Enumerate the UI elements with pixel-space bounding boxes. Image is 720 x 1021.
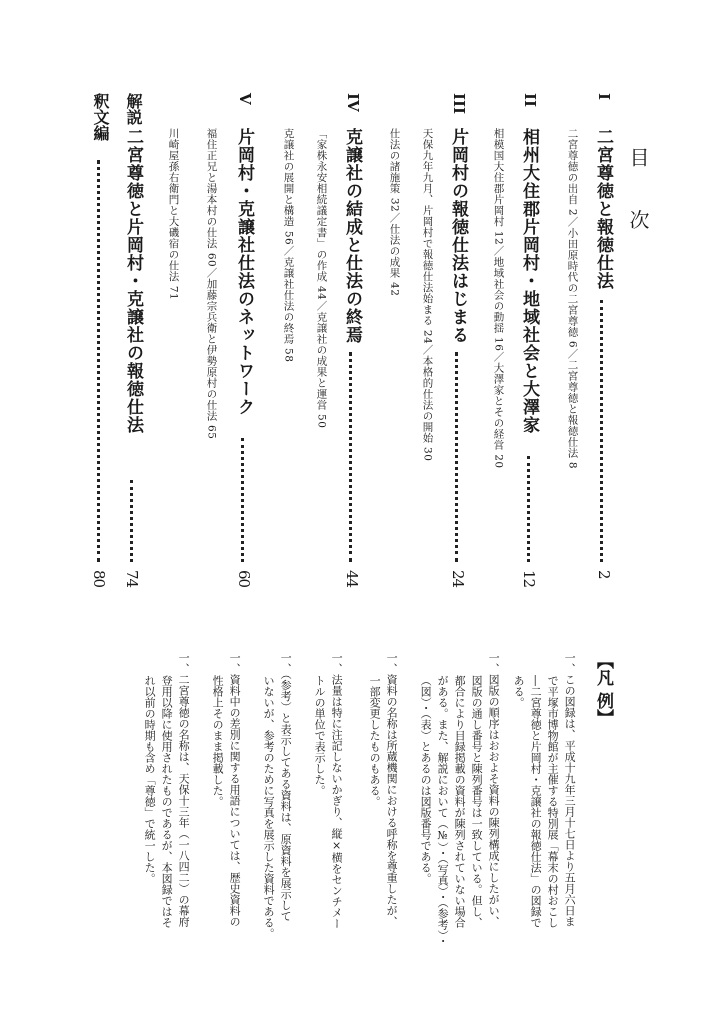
note-line: れ以前の時期も含め「尊徳」で統一した。 xyxy=(143,675,157,884)
dot-leader xyxy=(241,438,247,562)
note-line: 一、法量は特に注記しないかぎり、縦×横をセンチメー xyxy=(330,652,344,929)
dot-leader xyxy=(455,352,461,562)
chapter-page: 74 xyxy=(123,570,141,588)
note-line: 一、（参考）と表示してある資料は、原資料を展示して xyxy=(279,652,293,922)
note-line: 一、図版の順序はおおよそ資料の陳列構成にしたがい、 xyxy=(487,652,501,927)
note-line: 登用以降に使用されたものであるが、本図録ではそ xyxy=(160,675,174,928)
note-line: 一、資料の名称は所蔵機関における呼称を尊重したが、 xyxy=(385,652,399,927)
chapter-number: 釈文編 xyxy=(91,93,110,141)
chapter-subsections: 川崎屋孫右衛門と大磯宿の仕法 71 xyxy=(167,128,180,301)
chapter-title: 二宮尊徳と報徳仕法 xyxy=(593,128,613,290)
chapter-title: 二宮尊徳と片岡村・克譲社の報徳仕法 xyxy=(123,128,143,434)
note-line: 一、資料中の差別に関する用語については、歴史資料の xyxy=(228,652,242,927)
note-line: がある。また、解説において（№）・（写真）・（参考）・ xyxy=(436,675,450,947)
chapter-title: 片岡村の報徳仕法はじまる xyxy=(448,128,468,344)
chapter-page: 24 xyxy=(449,570,467,588)
note-line: で平塚市博物館が主催する特別展「幕末の村おこし xyxy=(546,675,560,928)
note-line: トルの単位で表示した。 xyxy=(313,675,327,796)
notes-heading: 【凡 例】 xyxy=(593,652,613,726)
chapter-title: 相州大住郡片岡村・地域社会と大澤家 xyxy=(519,128,539,434)
note-line: 都合により目録掲載の資料が陳列されていない場合 xyxy=(453,675,467,928)
note-line: 性格上そのまま掲載した。 xyxy=(211,675,225,807)
chapter-number: II xyxy=(521,93,539,108)
chapter-page: 12 xyxy=(520,570,538,588)
chapter-page: 2 xyxy=(595,570,613,579)
chapter-subsections: 福住正兄と湯本村の仕法 60／加藤宗兵衛と伊勢原村の仕法 65 xyxy=(205,128,218,440)
chapter-subsections: 天保九年九月、片岡村で報徳仕法始まる 24／本格的仕法の開始 30 xyxy=(421,128,434,462)
note-line: ―二宮尊徳と片岡村・克譲社の報徳仕法」の図録で xyxy=(529,675,543,928)
chapter-number: V xyxy=(236,93,254,105)
dot-leader xyxy=(349,352,355,562)
note-line: ある。 xyxy=(512,675,526,708)
note-line: 一、この図録は、平成十九年三月十七日より五月六日ま xyxy=(563,652,577,927)
dot-leader xyxy=(97,160,103,562)
chapter-page: 44 xyxy=(343,570,361,588)
chapter-subsections: 相模国大住郡片岡村 12／地域社会の動揺 16／大澤家とその経営 20 xyxy=(492,128,505,469)
chapter-number: III xyxy=(450,93,468,115)
note-line: 図版の通し番号と陳列番号は一致している。但し、 xyxy=(470,675,484,928)
note-line: （図）・（表）とあるのは図版番号である。 xyxy=(419,675,433,884)
chapter-title: 克譲社の結成と仕法の終焉 xyxy=(342,128,362,344)
chapter-subsections: 克譲社の展開と構造 56／克譲社仕法の終焉 58 xyxy=(282,128,295,363)
note-line: 一部変更したものもある。 xyxy=(368,675,382,807)
chapter-title: 片岡村・克譲社仕法のネットワーク xyxy=(234,128,254,416)
toc-title: 目 次 xyxy=(626,147,650,248)
chapter-number: IV xyxy=(344,93,362,112)
dot-leader xyxy=(600,300,606,562)
chapter-number: I xyxy=(595,93,613,101)
chapter-subsections: 「家株永安相続議定書」の作成 44／克譲社の成果と運営 50 xyxy=(315,128,328,429)
chapter-subsections: 仕法の諸施策 32／仕法の成果 42 xyxy=(388,128,401,297)
chapter-page: 60 xyxy=(235,570,253,588)
chapter-subsections: 二宮尊徳の出自 2／小田原時代の二宮尊徳 6／二宮尊徳と報徳仕法 8 xyxy=(566,128,579,470)
dot-leader xyxy=(130,480,136,562)
note-line: 一、二宮尊徳の名称は、天保十三年（一八四二）の幕府 xyxy=(177,652,191,927)
note-line: いないが、参考のために写真を展示した資料である。 xyxy=(262,675,276,939)
dot-leader xyxy=(527,456,533,562)
chapter-number: 解説 xyxy=(124,93,143,125)
chapter-page: 80 xyxy=(90,570,108,588)
